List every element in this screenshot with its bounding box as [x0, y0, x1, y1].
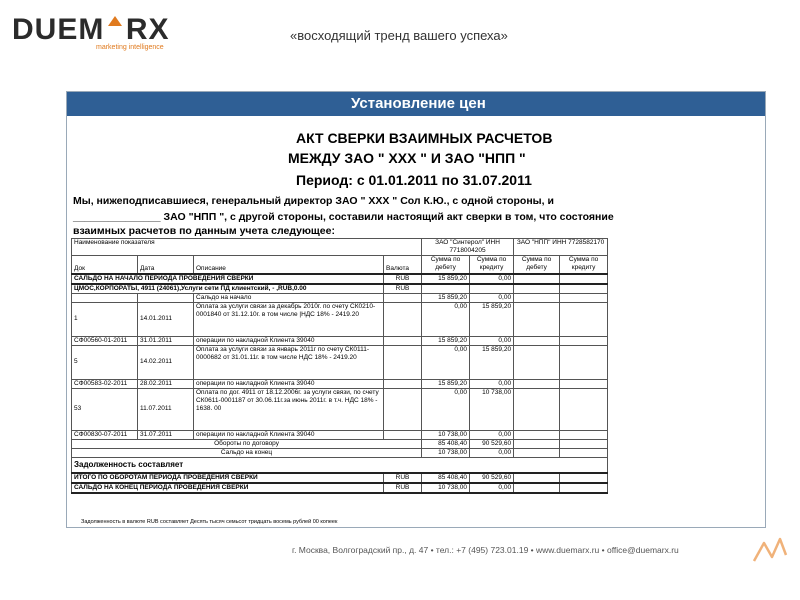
header-cell: Док	[72, 256, 138, 274]
doc-cell: 5	[72, 345, 138, 379]
banner-title: Установление цен	[351, 95, 486, 112]
header-cell: Сумма по дебету	[514, 256, 560, 274]
logo-tagline: marketing intelligence	[96, 44, 164, 51]
debit-cell: 10 738,00	[422, 430, 470, 439]
credit-cell: 0,00	[470, 293, 514, 302]
slogan: «восходящий тренд вашего успеха»	[290, 28, 508, 43]
table-row	[72, 379, 608, 388]
empty-cell	[560, 448, 608, 457]
empty-cell	[560, 430, 608, 439]
header-cell: Валюта	[384, 256, 422, 274]
table-row	[72, 457, 608, 473]
empty-cell	[560, 274, 608, 284]
empty-cell	[514, 345, 560, 379]
credit-cell: 0,00	[470, 430, 514, 439]
currency-cell: RUB	[384, 284, 422, 294]
table-row	[72, 439, 608, 448]
empty-cell	[422, 284, 470, 294]
credit-cell: 0,00	[470, 274, 514, 284]
empty-cell	[470, 284, 514, 294]
credit-cell: 0,00	[470, 448, 514, 457]
credit-cell: 15 859,20	[470, 345, 514, 379]
empty-cell	[514, 388, 560, 430]
empty-cell	[514, 379, 560, 388]
empty-cell	[514, 430, 560, 439]
table-row	[72, 483, 608, 493]
date-cell: 31.01.2011	[138, 336, 194, 345]
doc-cell: 1	[72, 302, 138, 336]
logo-wordmark: DUEM RX	[12, 13, 170, 46]
currency-cell: RUB	[384, 274, 422, 284]
debit-cell: 10 738,00	[422, 483, 470, 493]
empty-cell	[560, 388, 608, 430]
empty-cell	[514, 439, 560, 448]
desc-cell: операции по накладной Клиента 39040	[194, 379, 384, 388]
empty-cell	[514, 448, 560, 457]
desc-cell: операции по накладной Клиента 39040	[194, 430, 384, 439]
empty-cell	[514, 473, 560, 483]
empty-cell	[514, 483, 560, 493]
empty-cell	[560, 473, 608, 483]
table-row	[72, 284, 608, 294]
table-row	[72, 302, 608, 336]
credit-cell: 10 738,00	[470, 388, 514, 430]
empty-cell	[514, 336, 560, 345]
total-turnover-label: ИТОГО ПО ОБОРОТАМ ПЕРИОДА ПРОВЕДЕНИЯ СВЕРКИ	[72, 473, 384, 483]
table-row	[72, 430, 608, 439]
table-header-row	[72, 256, 608, 274]
empty-cell	[384, 302, 422, 336]
debit-cell: 15 859,20	[422, 336, 470, 345]
debt-label: Задолженность составляет	[72, 457, 608, 473]
intro-line: _______________ ЗАО "НПП ", с другой стороны, составили настоящий акт сверки в том, что состояние	[73, 211, 614, 223]
empty-cell	[384, 379, 422, 388]
empty-cell	[560, 284, 608, 294]
credit-cell: 0,00	[470, 379, 514, 388]
empty-cell	[560, 302, 608, 336]
end-balance-label: Сальдо на конец	[72, 448, 422, 457]
brand-mark-icon	[752, 535, 792, 565]
debit-cell: 10 738,00	[422, 448, 470, 457]
date-cell: 31.07.2011	[138, 430, 194, 439]
doc-cell: СФ00583-02-2011	[72, 379, 138, 388]
date-cell: 14.02.2011	[138, 345, 194, 379]
empty-cell	[384, 336, 422, 345]
empty-cell	[138, 293, 194, 302]
empty-cell	[560, 439, 608, 448]
desc-cell: операции по накладной Клиента 39040	[194, 336, 384, 345]
intro-line: взаимных расчетов по данным учета следующее:	[73, 225, 335, 237]
debit-cell: 0,00	[422, 345, 470, 379]
desc-cell: Оплата за услуги связи за декабрь 2010г. по счету СК0210-0001840 от 31.12.10г. в том числе |НДС 18% - 2419.20	[194, 302, 384, 336]
header-cell: Сумма по дебету	[422, 256, 470, 274]
table-row	[72, 336, 608, 345]
slide-banner	[67, 92, 765, 116]
opening-balance-label: САЛЬДО НА НАЧАЛО ПЕРИОДА ПРОВЕДЕНИЯ СВЕРКИ	[72, 274, 384, 284]
table-row	[72, 448, 608, 457]
empty-cell	[384, 388, 422, 430]
table-row	[72, 473, 608, 483]
duemarx-logo	[12, 13, 172, 51]
credit-cell: 0,00	[470, 483, 514, 493]
empty-cell	[514, 302, 560, 336]
currency-cell: RUB	[384, 473, 422, 483]
reconciliation-table	[71, 238, 608, 494]
credit-cell: 15 859,20	[470, 302, 514, 336]
currency-cell: RUB	[384, 483, 422, 493]
desc-cell: Оплата за услуги связи за январь 2011г по счету СК0111-0000682 от 31.01.11г. в том числе НДС 18% - 2419.20	[194, 345, 384, 379]
credit-cell: 90 529,60	[470, 439, 514, 448]
empty-cell	[384, 430, 422, 439]
start-balance-label: Сальдо на начало	[194, 293, 384, 302]
footer-contacts: г. Москва, Волгоградский пр., д. 47 • тел.: +7 (495) 723.01.19 • www.duemarx.ru • office@duemarx.ru	[292, 545, 679, 555]
header-cell: Наименование показателя	[72, 239, 422, 256]
date-cell: 11.07.2011	[138, 388, 194, 430]
header-cell: Описание	[194, 256, 384, 274]
empty-cell	[514, 284, 560, 294]
table-row	[72, 388, 608, 430]
debit-cell: 0,00	[422, 302, 470, 336]
debit-cell: 85 408,40	[422, 439, 470, 448]
desc-cell: Оплата по дог. 4911 от 18.12.2006г. за услуги связи, по счету СК0611-0001187 от 30.06.11г.за июнь 2011г. в т.ч. НДС 18% - 1638. 00	[194, 388, 384, 430]
credit-cell: 0,00	[470, 336, 514, 345]
table-row	[72, 274, 608, 284]
debt-footnote: Задолженность в валюте RUB составляет Десять тысяч семьсот тридцать восемь рублей 00 копеек	[81, 519, 338, 525]
empty-cell	[384, 345, 422, 379]
empty-cell	[72, 293, 138, 302]
empty-cell	[560, 483, 608, 493]
empty-cell	[384, 293, 422, 302]
doc-parties: МЕЖДУ ЗАО " XXX " И ЗАО "НПП "	[288, 150, 526, 166]
table-row	[72, 293, 608, 302]
party-header: ЗАО "Синтерол" ИНН 7718004205	[422, 239, 514, 256]
debit-cell: 15 859,20	[422, 293, 470, 302]
header-cell: Сумма по кредиту	[560, 256, 608, 274]
credit-cell: 90 529,60	[470, 473, 514, 483]
table-header-row	[72, 239, 608, 256]
turnover-label: Обороты по договору	[72, 439, 422, 448]
empty-cell	[514, 274, 560, 284]
intro-line: Мы, нижеподписавшиеся, генеральный директор ЗАО " XXX " Сол К.Ю., с одной стороны, и	[73, 195, 554, 207]
table-row	[72, 345, 608, 379]
doc-period: Период: с 01.01.2011 по 31.07.2011	[296, 172, 532, 188]
doc-title: АКТ СВЕРКИ ВЗАИМНЫХ РАСЧЕТОВ	[296, 130, 553, 146]
date-cell: 14.01.2011	[138, 302, 194, 336]
header-cell: Дата	[138, 256, 194, 274]
debit-cell: 0,00	[422, 388, 470, 430]
debit-cell: 15 859,20	[422, 379, 470, 388]
closing-balance-label: САЛЬДО НА КОНЕЦ ПЕРИОДА ПРОВЕДЕНИЯ СВЕРКИ	[72, 483, 384, 493]
empty-cell	[560, 345, 608, 379]
date-cell: 28.02.2011	[138, 379, 194, 388]
header-cell: Сумма по кредиту	[470, 256, 514, 274]
debit-cell: 15 859,20	[422, 274, 470, 284]
doc-cell: СФ00560-01-2011	[72, 336, 138, 345]
doc-cell: СФ00830-07-2011	[72, 430, 138, 439]
empty-cell	[514, 293, 560, 302]
empty-cell	[560, 336, 608, 345]
party-header: ЗАО "НПП" ИНН 7728582170	[514, 239, 608, 256]
empty-cell	[560, 293, 608, 302]
group-label: ЦМОС,КОРПОРАТЫ, 4911 (24061),Услуги сети ПД клиентский, - ,RUB,0.00	[72, 284, 384, 294]
debit-cell: 85 408,40	[422, 473, 470, 483]
empty-cell	[560, 379, 608, 388]
doc-cell: 53	[72, 388, 138, 430]
